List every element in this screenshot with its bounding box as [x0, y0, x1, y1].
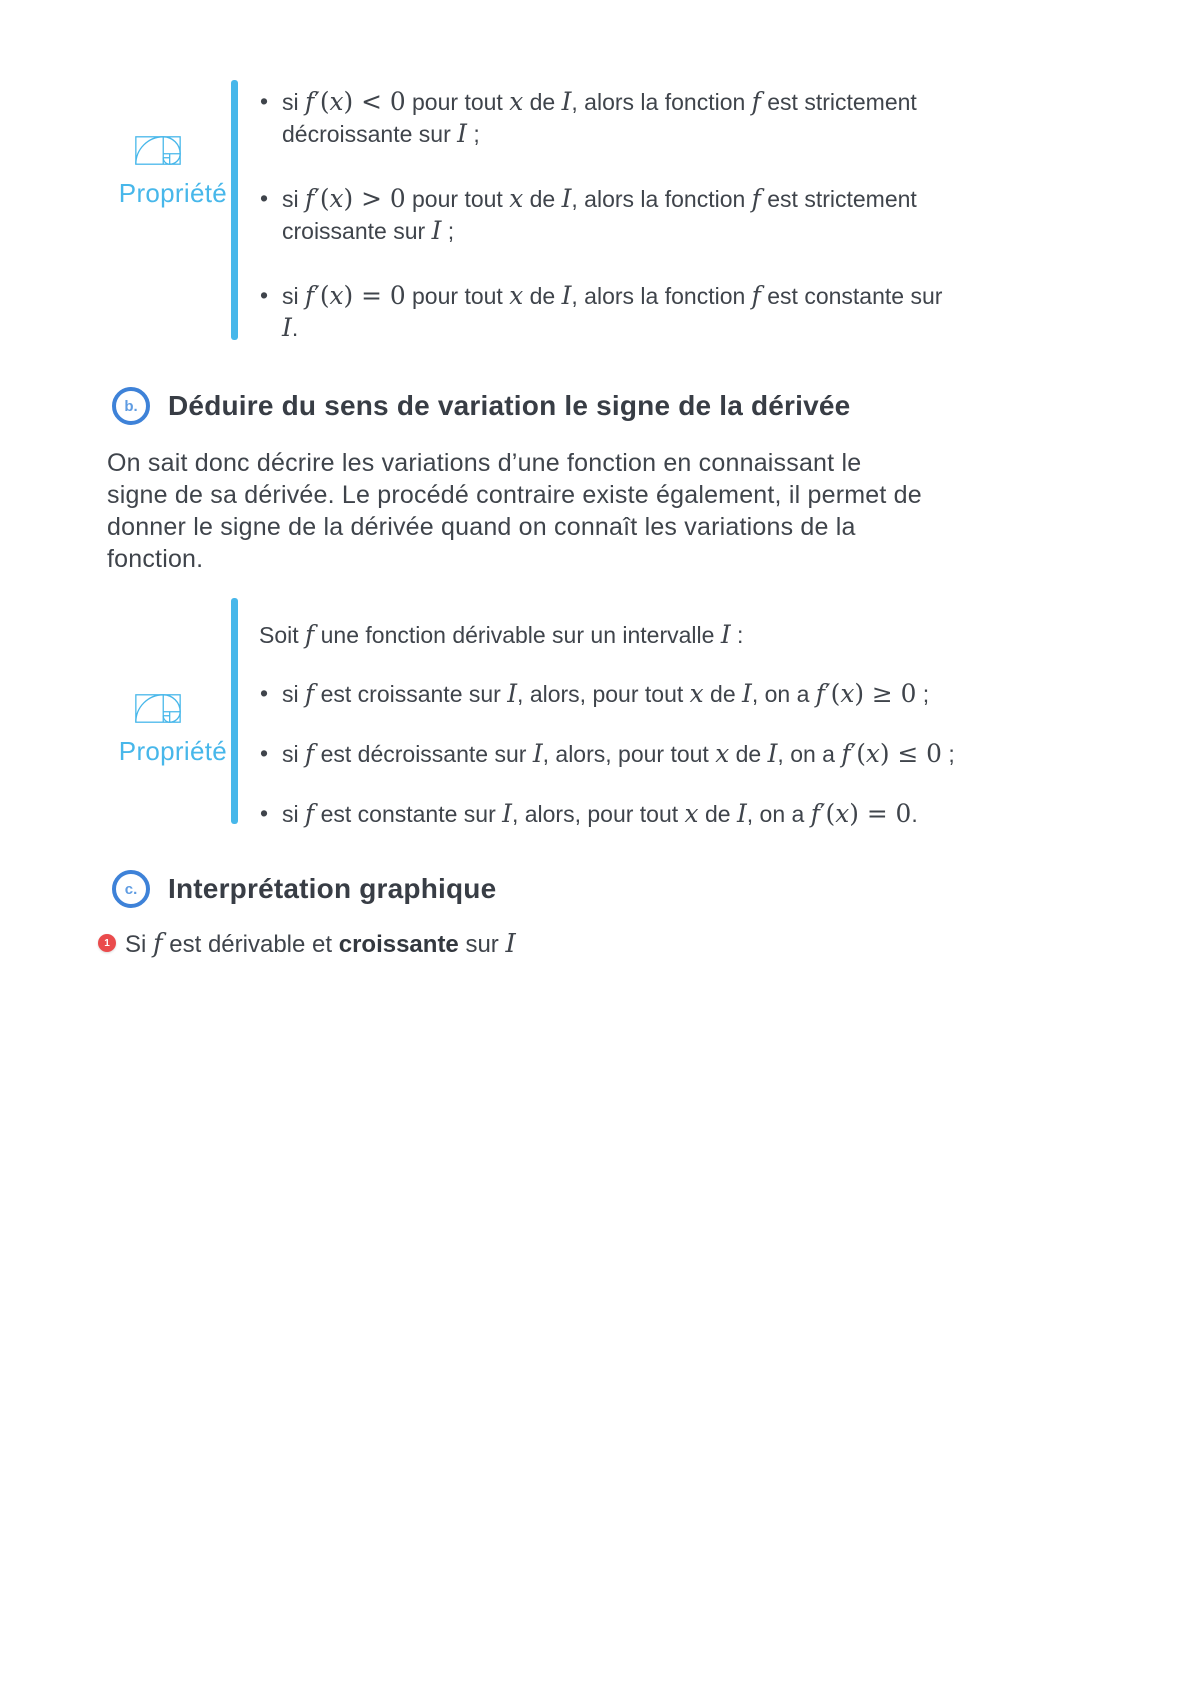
text-segment: , alors, pour tout — [511, 801, 685, 827]
text-segment: f — [305, 679, 315, 708]
text-segment: x — [329, 184, 344, 213]
text-segment: , alors, pour tout — [517, 681, 690, 707]
property-label: Propriété — [118, 178, 227, 208]
text-segment: , alors la fonction — [571, 186, 752, 212]
text-segment: , on a — [746, 801, 811, 827]
text-segment: ′( — [314, 87, 330, 116]
property-block-1 — [105, 80, 1115, 342]
text-segment: si — [282, 186, 305, 212]
text-segment: x — [509, 281, 524, 310]
text-segment: de — [703, 681, 743, 707]
text-segment: : — [730, 622, 744, 648]
text-segment: si — [282, 283, 305, 309]
text-segment: , on a — [751, 681, 816, 707]
text-segment: ) < 0 — [343, 87, 406, 116]
text-segment: si — [282, 801, 305, 827]
text-segment: x — [509, 87, 524, 116]
text-segment: f — [305, 620, 315, 649]
text-segment: ; — [941, 741, 955, 767]
intro-paragraph — [107, 447, 1117, 575]
text-segment: est constante sur — [760, 283, 943, 309]
text-segment: x — [840, 679, 855, 708]
text-segment: I — [767, 739, 778, 768]
text-segment: ) ≥ 0 — [854, 679, 917, 708]
text-segment: une fonction dérivable sur un intervalle — [314, 622, 721, 648]
text-segment: I — [561, 281, 572, 310]
golden-ratio-icon — [135, 136, 181, 165]
text-segment: si — [282, 741, 305, 767]
item-badge-b: b. — [112, 387, 150, 425]
property-bullet — [259, 280, 1105, 344]
property-accent-bar — [231, 80, 238, 340]
text-segment: f — [751, 87, 761, 116]
property-label: Propriété — [118, 736, 227, 766]
text-segment: pour tout — [405, 186, 510, 212]
text-segment: . — [911, 801, 918, 827]
text-segment: f — [305, 739, 315, 768]
text-segment: ′( — [824, 679, 841, 708]
property-content — [259, 619, 1115, 830]
text-segment: si — [282, 89, 305, 115]
text-segment: x — [509, 184, 524, 213]
text-segment: ; — [441, 218, 455, 244]
property-side-column — [105, 598, 227, 767]
text-segment: f — [751, 281, 761, 310]
text-segment: ; — [466, 121, 480, 147]
text-segment: , on a — [777, 741, 842, 767]
text-segment: f — [305, 281, 315, 310]
text-segment: croissante — [338, 931, 459, 958]
property-bullet-list — [259, 86, 1105, 344]
property-content — [259, 86, 1105, 344]
text-segment: I — [282, 313, 292, 342]
text-segment: I — [532, 739, 543, 768]
text-segment: x — [689, 679, 704, 708]
text-segment: x — [715, 739, 730, 768]
property-bullet-list — [259, 678, 1115, 830]
numbered-item-text — [125, 929, 516, 960]
subheading-c-title: Interprétation graphique — [168, 873, 497, 904]
property-side-column — [105, 80, 227, 209]
text-segment: est croissante sur — [314, 681, 508, 707]
text-segment: f — [305, 184, 315, 213]
text-segment: f — [810, 799, 820, 828]
text-segment: , alors la fonction — [571, 89, 752, 115]
text-segment: x — [684, 799, 699, 828]
text-segment: ; — [916, 681, 930, 707]
text-segment: si — [282, 681, 305, 707]
numbered-item-1 — [98, 929, 516, 960]
text-segment: I — [736, 799, 747, 828]
text-segment: x — [329, 87, 344, 116]
text-segment: I — [561, 184, 572, 213]
text-segment: , alors la fonction — [571, 283, 752, 309]
text-segment: f — [305, 87, 315, 116]
text-segment: est strictement — [760, 186, 917, 212]
text-segment: est décroissante sur — [314, 741, 533, 767]
text-segment: Si — [125, 931, 154, 958]
item-badge-c: c. — [112, 870, 150, 908]
item-number-badge: 1 — [98, 934, 116, 952]
text-segment: I — [431, 216, 442, 245]
subheading-b — [112, 387, 850, 425]
text-segment: I — [502, 799, 512, 828]
text-segment: . — [291, 315, 299, 341]
golden-ratio-icon — [135, 694, 181, 723]
text-segment: I — [457, 119, 467, 148]
text-segment: x — [865, 739, 880, 768]
text-segment: de — [523, 186, 562, 212]
text-segment: ′( — [819, 799, 836, 828]
text-segment: f — [841, 739, 851, 768]
subheading-c — [112, 870, 496, 908]
property-bullet — [259, 86, 1105, 150]
text-segment: ′( — [850, 739, 866, 768]
text-segment: donner le signe de la dérivée quand on connaît les variations de la — [107, 513, 856, 541]
text-segment: f — [815, 679, 825, 708]
text-segment: x — [329, 281, 344, 310]
property-bullet — [259, 798, 1115, 830]
text-segment: croissante sur — [282, 218, 432, 244]
text-segment: de — [698, 801, 737, 827]
text-segment: f — [153, 929, 163, 959]
property-block-2 — [105, 598, 1115, 828]
text-segment: de — [729, 741, 768, 767]
text-segment: fonction. — [107, 545, 204, 573]
text-segment: ) = 0 — [849, 799, 912, 828]
text-segment: f — [305, 799, 315, 828]
text-segment: est constante sur — [314, 801, 503, 827]
property-accent-bar — [231, 598, 238, 824]
text-segment: décroissante sur — [282, 121, 458, 147]
text-segment: I — [507, 679, 518, 708]
text-segment: Soit — [259, 622, 306, 648]
text-segment: ) ≤ 0 — [879, 739, 942, 768]
text-segment: pour tout — [405, 89, 510, 115]
text-segment: I — [742, 679, 752, 708]
text-segment: , alors, pour tout — [542, 741, 716, 767]
text-segment: x — [835, 799, 850, 828]
text-segment: ) = 0 — [343, 281, 406, 310]
text-segment: ) > 0 — [343, 184, 406, 213]
text-segment: I — [561, 87, 572, 116]
property-bullet — [259, 183, 1105, 247]
text-segment: I — [720, 620, 731, 649]
text-segment: pour tout — [405, 283, 510, 309]
text-segment: ′( — [314, 281, 330, 310]
property-bullet — [259, 738, 1115, 770]
property-intro-line — [259, 619, 1115, 651]
subheading-b-title: Déduire du sens de variation le signe de la dérivée — [168, 390, 851, 421]
property-bullet — [259, 678, 1115, 710]
text-segment: sur — [458, 931, 506, 958]
text-segment: On sait donc décrire les variations d’une fonction en connaissant le — [107, 449, 862, 477]
text-segment: de — [523, 283, 562, 309]
text-segment: signe de sa dérivée. Le procédé contraire existe également, il permet de — [107, 481, 922, 509]
text-segment: est strictement — [760, 89, 917, 115]
text-segment: I — [505, 929, 516, 959]
text-segment: est dérivable et — [162, 931, 339, 958]
text-segment: de — [523, 89, 562, 115]
text-segment: ′( — [314, 184, 330, 213]
text-segment: f — [751, 184, 761, 213]
